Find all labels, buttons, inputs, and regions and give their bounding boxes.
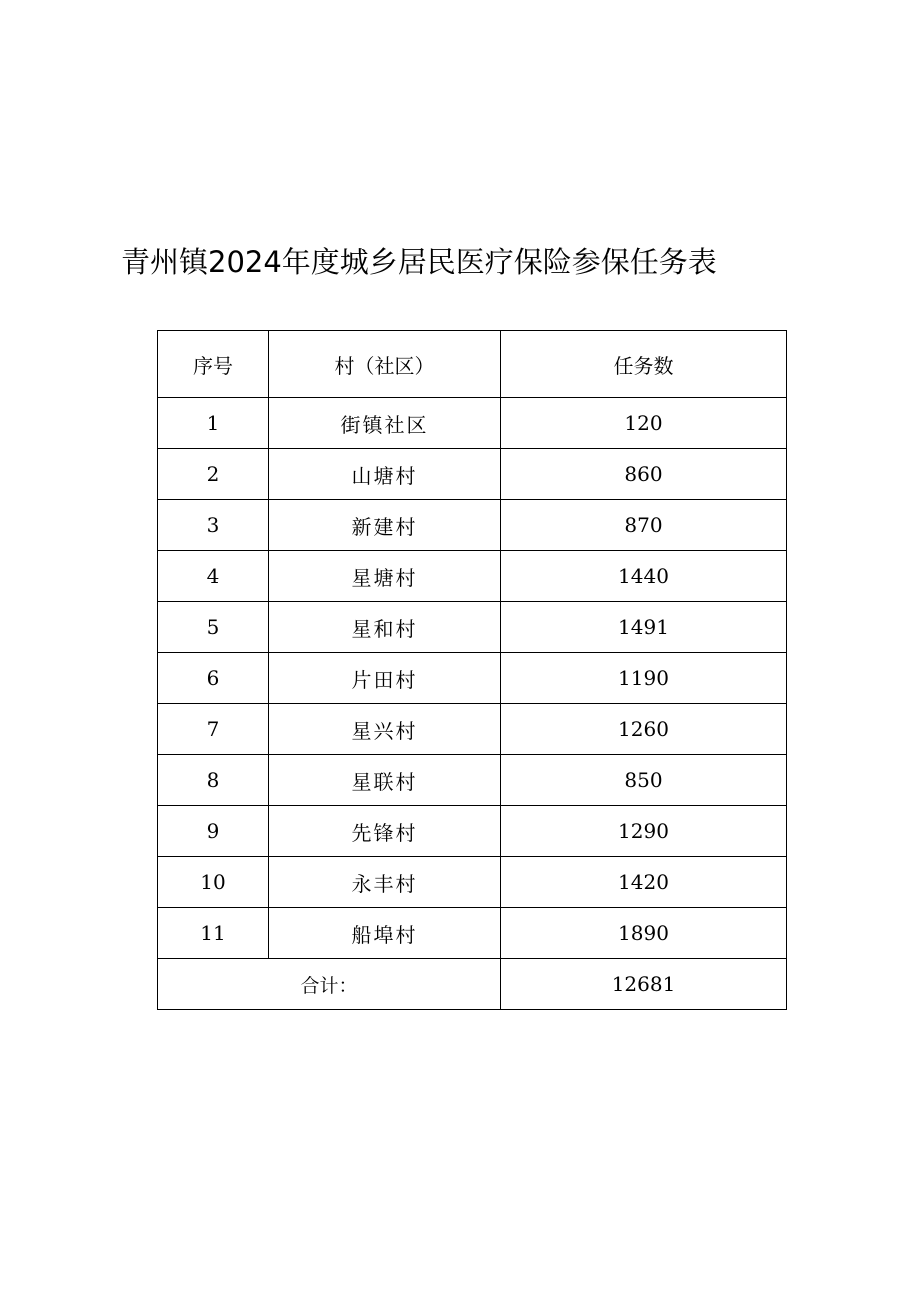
table-total-row bbox=[158, 959, 787, 1010]
row-village-name: 永丰村 bbox=[269, 857, 501, 908]
header-serial-number: 序号 bbox=[158, 331, 269, 398]
table-row bbox=[158, 806, 787, 857]
row-village-name: 星联村 bbox=[269, 755, 501, 806]
row-village-name: 新建村 bbox=[269, 500, 501, 551]
row-task-count: 1190 bbox=[501, 653, 787, 704]
table-row bbox=[158, 500, 787, 551]
row-task-count: 1260 bbox=[501, 704, 787, 755]
row-task-count: 870 bbox=[501, 500, 787, 551]
table-row bbox=[158, 908, 787, 959]
table-row bbox=[158, 704, 787, 755]
row-village-name: 街镇社区 bbox=[269, 398, 501, 449]
row-serial-number: 8 bbox=[158, 755, 269, 806]
row-task-count: 1890 bbox=[501, 908, 787, 959]
row-task-count: 1290 bbox=[501, 806, 787, 857]
row-task-count: 850 bbox=[501, 755, 787, 806]
table-row bbox=[158, 653, 787, 704]
header-village: 村（社区） bbox=[269, 331, 501, 398]
table-row bbox=[158, 551, 787, 602]
row-serial-number: 4 bbox=[158, 551, 269, 602]
row-serial-number: 6 bbox=[158, 653, 269, 704]
row-serial-number: 3 bbox=[158, 500, 269, 551]
row-village-name: 星兴村 bbox=[269, 704, 501, 755]
row-task-count: 120 bbox=[501, 398, 787, 449]
row-village-name: 星塘村 bbox=[269, 551, 501, 602]
row-task-count: 1440 bbox=[501, 551, 787, 602]
table-row bbox=[158, 857, 787, 908]
table-row bbox=[158, 449, 787, 500]
document-title: 青州镇2024年度城乡居民医疗保险参保任务表 bbox=[121, 245, 717, 279]
row-serial-number: 11 bbox=[158, 908, 269, 959]
row-task-count: 1420 bbox=[501, 857, 787, 908]
total-label: 合计： bbox=[158, 959, 501, 1010]
row-serial-number: 1 bbox=[158, 398, 269, 449]
row-village-name: 山塘村 bbox=[269, 449, 501, 500]
row-serial-number: 10 bbox=[158, 857, 269, 908]
row-serial-number: 5 bbox=[158, 602, 269, 653]
row-task-count: 1491 bbox=[501, 602, 787, 653]
table-row bbox=[158, 398, 787, 449]
row-village-name: 片田村 bbox=[269, 653, 501, 704]
table-row bbox=[158, 755, 787, 806]
row-village-name: 星和村 bbox=[269, 602, 501, 653]
row-serial-number: 7 bbox=[158, 704, 269, 755]
row-village-name: 先锋村 bbox=[269, 806, 501, 857]
task-table-body bbox=[158, 331, 787, 1010]
row-village-name: 船埠村 bbox=[269, 908, 501, 959]
table-header-row bbox=[158, 331, 787, 398]
row-serial-number: 9 bbox=[158, 806, 269, 857]
task-table bbox=[157, 330, 787, 1010]
row-task-count: 860 bbox=[501, 449, 787, 500]
row-serial-number: 2 bbox=[158, 449, 269, 500]
total-value: 12681 bbox=[501, 959, 787, 1010]
header-task-count: 任务数 bbox=[501, 331, 787, 398]
table-row bbox=[158, 602, 787, 653]
